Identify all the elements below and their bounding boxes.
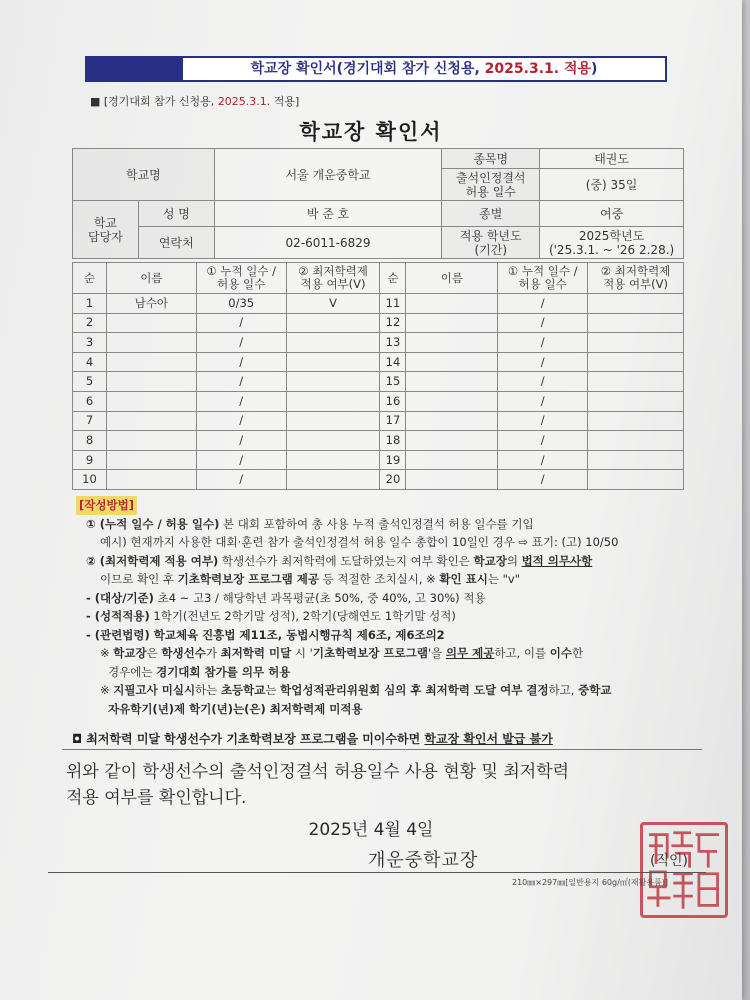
table-row xyxy=(73,470,684,490)
document-title: 학교장 확인서 xyxy=(299,120,443,144)
cell-no: 4 xyxy=(73,352,107,372)
confirm-line2: 적용 여부를 확인합니다. xyxy=(66,788,247,808)
cell-days: / xyxy=(498,470,588,490)
cell-no: 19 xyxy=(380,450,406,470)
contact-label: 연락처 xyxy=(138,227,214,259)
bullet-law xyxy=(72,626,712,645)
cell-days: / xyxy=(196,391,286,411)
bullet2-head: - (성적적용) xyxy=(86,609,150,623)
item1-line xyxy=(72,515,712,534)
cell-days: / xyxy=(498,352,588,372)
cell-days: / xyxy=(498,411,588,431)
item2-line2-b: 기초학력보장 프로그램 제공 xyxy=(177,572,319,586)
cell-name xyxy=(106,411,196,431)
cell-min xyxy=(588,470,684,490)
table-row xyxy=(73,333,684,353)
principal-name: 개운중학교장 xyxy=(368,850,479,871)
cell-days: / xyxy=(196,372,286,392)
cell-no: 12 xyxy=(380,313,406,333)
sub-label xyxy=(90,93,299,109)
name-value: 박 준 호 xyxy=(214,201,442,227)
item2-text-b: 학교장 xyxy=(473,553,507,568)
note2-line2-text: 자유학기(년)제 학기(년)는(은) 최저학력제 미적용 xyxy=(108,701,363,716)
bullet1-head: - (대상/기준) xyxy=(86,590,154,605)
cell-name xyxy=(406,313,498,333)
divider-bottom xyxy=(48,872,706,873)
cell-min xyxy=(286,431,380,451)
table-row xyxy=(73,411,684,431)
gender-value: 여중 xyxy=(540,201,684,227)
form-banner xyxy=(85,56,667,82)
banner-text-end: ) xyxy=(591,61,598,77)
item2-head: ② (최저학력제 적용 여부) xyxy=(86,553,219,568)
cell-name xyxy=(406,431,498,451)
note1-line xyxy=(72,644,712,663)
cell-min xyxy=(588,411,684,431)
sub-label-date: 2025.3.1. xyxy=(217,95,271,108)
bullet1-text: 초4 ~ 고3 / 해당학년 과목평균(초 50%, 중 40%, 고 30%) 적용 xyxy=(153,590,486,605)
cell-no: 17 xyxy=(380,411,406,431)
note2-d: 초등학교 xyxy=(220,683,266,697)
cell-days: / xyxy=(498,294,588,314)
item2-line2-c: 등 적절한 조치실시, ※ xyxy=(318,572,440,586)
cell-min xyxy=(286,411,380,431)
notice-text-f: 학교장 확인서 발급 불가 xyxy=(424,732,553,746)
cell-name xyxy=(406,372,498,392)
cell-no: 7 xyxy=(73,411,107,431)
cell-no: 2 xyxy=(73,313,107,333)
writing-instructions xyxy=(72,496,712,718)
cell-name xyxy=(106,313,196,333)
cell-no: 9 xyxy=(73,450,107,470)
table-row xyxy=(73,431,684,451)
note1-i: '을 xyxy=(427,646,446,660)
cell-min xyxy=(286,372,380,392)
contact-value: 02-6011-6829 xyxy=(214,227,442,259)
cell-no: 14 xyxy=(380,352,406,372)
manager-label: 학교 담당자 xyxy=(73,201,139,259)
bullet2-text: 1학기(전년도 2학기말 성적), 2학기(당해연도 1학기말 성적) xyxy=(149,609,456,623)
cell-days: / xyxy=(498,391,588,411)
banner-text-date: 2025.3.1. 적용 xyxy=(484,61,591,77)
header-min-right: ② 최저학력제 적용 여부(V) xyxy=(588,263,684,294)
paper-spec: 210㎜×297㎜[일반용지 60g/㎡(재활용품)] xyxy=(512,878,669,887)
cell-name xyxy=(106,372,196,392)
note1-b: 학교장 xyxy=(113,646,147,660)
table-header-row xyxy=(73,263,684,294)
note2-line xyxy=(72,681,712,700)
note2-b: 지필고사 미실시 xyxy=(113,683,196,697)
allowed-days-label: 출석인정결석 허용 일수 xyxy=(442,169,540,201)
info-table xyxy=(72,148,684,259)
bullet3-text: 학교체육 진흥법 제11조, 동법시행규칙 제6조, 제6조의2 xyxy=(149,627,445,642)
cell-min xyxy=(286,352,380,372)
banner-text xyxy=(183,58,665,80)
cell-no: 8 xyxy=(73,431,107,451)
cell-name xyxy=(406,391,498,411)
event-value: 태권도 xyxy=(540,149,684,169)
divider-top xyxy=(62,749,702,750)
instructions-heading: [작성방법] xyxy=(76,496,137,515)
cell-name: 남수아 xyxy=(106,294,196,314)
note1-e: 가 xyxy=(205,646,221,660)
header-days-left: ① 누적 일수 / 허용 일수 xyxy=(196,263,286,294)
item2-line2 xyxy=(72,570,712,589)
cell-name xyxy=(406,411,498,431)
cell-name xyxy=(406,333,498,353)
year-label: 적용 학년도 (기간) xyxy=(442,227,540,259)
table-row xyxy=(73,372,684,392)
item2-line2-d: 확인 표시 xyxy=(439,572,488,586)
note2-c: 하는 xyxy=(195,683,221,697)
note2-line2 xyxy=(72,700,712,719)
cell-min xyxy=(588,450,684,470)
cell-no: 6 xyxy=(73,391,107,411)
note2-e: 는 xyxy=(265,683,281,697)
table-row xyxy=(73,352,684,372)
note1-line2-b: 경기대회 참가를 의무 허용 xyxy=(156,664,291,679)
table-row xyxy=(73,391,684,411)
item1-text: 본 대회 포함하여 총 사용 누적 출석인정결석 허용 일수를 기입 xyxy=(219,516,534,531)
bullet-target xyxy=(72,589,712,608)
cell-min xyxy=(588,333,684,353)
cell-days: / xyxy=(498,372,588,392)
cell-no: 3 xyxy=(73,333,107,353)
cell-no: 10 xyxy=(73,470,107,490)
notice-text-a: 최저학력 미달 학생선수가 xyxy=(82,732,227,746)
name-label: 성 명 xyxy=(138,201,214,227)
cell-days: 0/35 xyxy=(196,294,286,314)
allowed-days-value: (중) 35일 xyxy=(540,169,684,201)
header-no-left: 순 xyxy=(73,263,107,294)
cell-name xyxy=(106,470,196,490)
cell-days: / xyxy=(196,431,286,451)
seal-graphic xyxy=(643,825,725,915)
cell-min xyxy=(286,450,380,470)
cell-days: / xyxy=(196,411,286,431)
note1-j: 의무 제공 xyxy=(445,646,495,660)
bullet3-head: - (관련법령) xyxy=(86,627,150,642)
header-no-right: 순 xyxy=(380,263,406,294)
notice-text-d: 미이수 xyxy=(362,732,397,746)
event-label: 종목명 xyxy=(442,149,540,169)
cell-days: / xyxy=(196,352,286,372)
year-cell xyxy=(540,227,684,259)
table-row xyxy=(73,450,684,470)
cell-name xyxy=(106,352,196,372)
note2-a: ※ xyxy=(100,683,114,697)
header-name-left: 이름 xyxy=(106,263,196,294)
note1-line2-a: 경우에는 xyxy=(108,664,157,679)
cell-name xyxy=(406,470,498,490)
item2-line2-e: 는 "v" xyxy=(487,572,521,586)
item2-line2-a: 이므로 확인 후 xyxy=(100,572,178,586)
cell-no: 1 xyxy=(73,294,107,314)
issuance-notice xyxy=(72,730,553,747)
school-label: 학교명 xyxy=(73,149,215,201)
cell-min xyxy=(588,391,684,411)
cell-days: / xyxy=(498,313,588,333)
cell-min xyxy=(588,313,684,333)
cell-days: / xyxy=(498,333,588,353)
cell-days: / xyxy=(196,313,286,333)
cell-name xyxy=(406,294,498,314)
cell-min xyxy=(588,431,684,451)
year-value: 2025학년도 xyxy=(578,228,645,243)
cell-min xyxy=(588,294,684,314)
sub-label-prefix: ■ [경기대회 참가 신청용, xyxy=(90,95,218,108)
notice-text-c: 을 xyxy=(346,732,363,746)
item1-example: 예시) 현재까지 사용한 대회·훈련 참가 출석인정결석 허용 일수 총합이 10일인 경우 ⇨ 표기: (고) 10/50 xyxy=(100,535,619,549)
cell-min xyxy=(588,372,684,392)
item2-text-a: 학생선수가 최저학력에 도달하였는지 여부 확인은 xyxy=(218,553,474,568)
note2-f: 학업성적관리위원회 심의 후 최저학력 도달 여부 결정 xyxy=(280,683,549,697)
header-days-right: ① 누적 일수 / 허용 일수 xyxy=(498,263,588,294)
cell-days: / xyxy=(196,470,286,490)
cell-name xyxy=(106,333,196,353)
banner-color-bar xyxy=(87,58,183,80)
cell-no: 11 xyxy=(380,294,406,314)
cell-min xyxy=(286,470,380,490)
item2-text-c: 의 xyxy=(506,553,522,568)
cell-no: 20 xyxy=(380,470,406,490)
school-value: 서울 개운중학교 xyxy=(214,149,442,201)
cell-days: / xyxy=(196,333,286,353)
note1-g: 시 ' xyxy=(291,646,313,660)
confirmation-text xyxy=(66,759,706,811)
note1-line2 xyxy=(72,663,712,682)
table-row xyxy=(73,313,684,333)
cell-name xyxy=(106,431,196,451)
cell-name xyxy=(106,391,196,411)
note1-l: 이수 xyxy=(549,646,572,660)
cell-no: 5 xyxy=(73,372,107,392)
cell-name xyxy=(406,450,498,470)
sub-label-suffix: 적용] xyxy=(270,95,300,108)
note1-f: 최저학력 미달 xyxy=(220,646,292,660)
note1-a: ※ xyxy=(100,646,114,660)
notice-text-e: 하면 xyxy=(397,732,425,746)
gender-label: 종별 xyxy=(442,201,540,227)
item2-line xyxy=(72,552,712,571)
header-name-right: 이름 xyxy=(406,263,498,294)
cell-no: 15 xyxy=(380,372,406,392)
note2-g: 하고, xyxy=(548,683,579,697)
cell-no: 16 xyxy=(380,391,406,411)
cell-min xyxy=(286,391,380,411)
year-period: ('25.3.1. ~ '26 2.28.) xyxy=(548,242,675,257)
cell-name xyxy=(106,450,196,470)
student-table xyxy=(72,262,684,490)
note1-d: 학생선수 xyxy=(161,646,206,660)
cell-min xyxy=(286,333,380,353)
cell-min xyxy=(286,313,380,333)
item2-text-d: 법적 의무사항 xyxy=(521,553,593,568)
header-min-left: ② 최저학력제 적용 여부(V) xyxy=(286,263,380,294)
seal-label: (직인) xyxy=(650,853,688,869)
official-seal xyxy=(640,822,728,918)
note1-k: 하고, 이를 xyxy=(494,646,550,660)
table-row xyxy=(73,294,684,314)
note1-m: 한 xyxy=(571,646,584,660)
cell-no: 13 xyxy=(380,333,406,353)
item1-head: ① (누적 일수 / 허용 일수) xyxy=(86,516,220,531)
cell-days: / xyxy=(498,450,588,470)
cell-name xyxy=(406,352,498,372)
bullet-grades xyxy=(72,607,712,626)
note1-c: 은 xyxy=(146,646,162,660)
cell-days: / xyxy=(196,450,286,470)
cell-min: V xyxy=(286,294,380,314)
confirm-line1: 위와 같이 학생선수의 출석인정결석 허용일수 사용 현황 및 최저학력 xyxy=(66,762,570,782)
note1-h: 기초학력보장 프로그램 xyxy=(312,646,428,660)
cell-days: / xyxy=(498,431,588,451)
banner-text-main: 학교장 확인서(경기대회 참가 신청용, xyxy=(250,61,485,77)
cell-min xyxy=(588,352,684,372)
cell-no: 18 xyxy=(380,431,406,451)
issue-date: 2025년 4월 4일 xyxy=(308,820,434,840)
note2-h: 중학교 xyxy=(578,683,612,697)
notice-icon: ◘ xyxy=(72,732,83,746)
notice-text-b: 기초학력보장 프로그램 xyxy=(226,732,347,746)
